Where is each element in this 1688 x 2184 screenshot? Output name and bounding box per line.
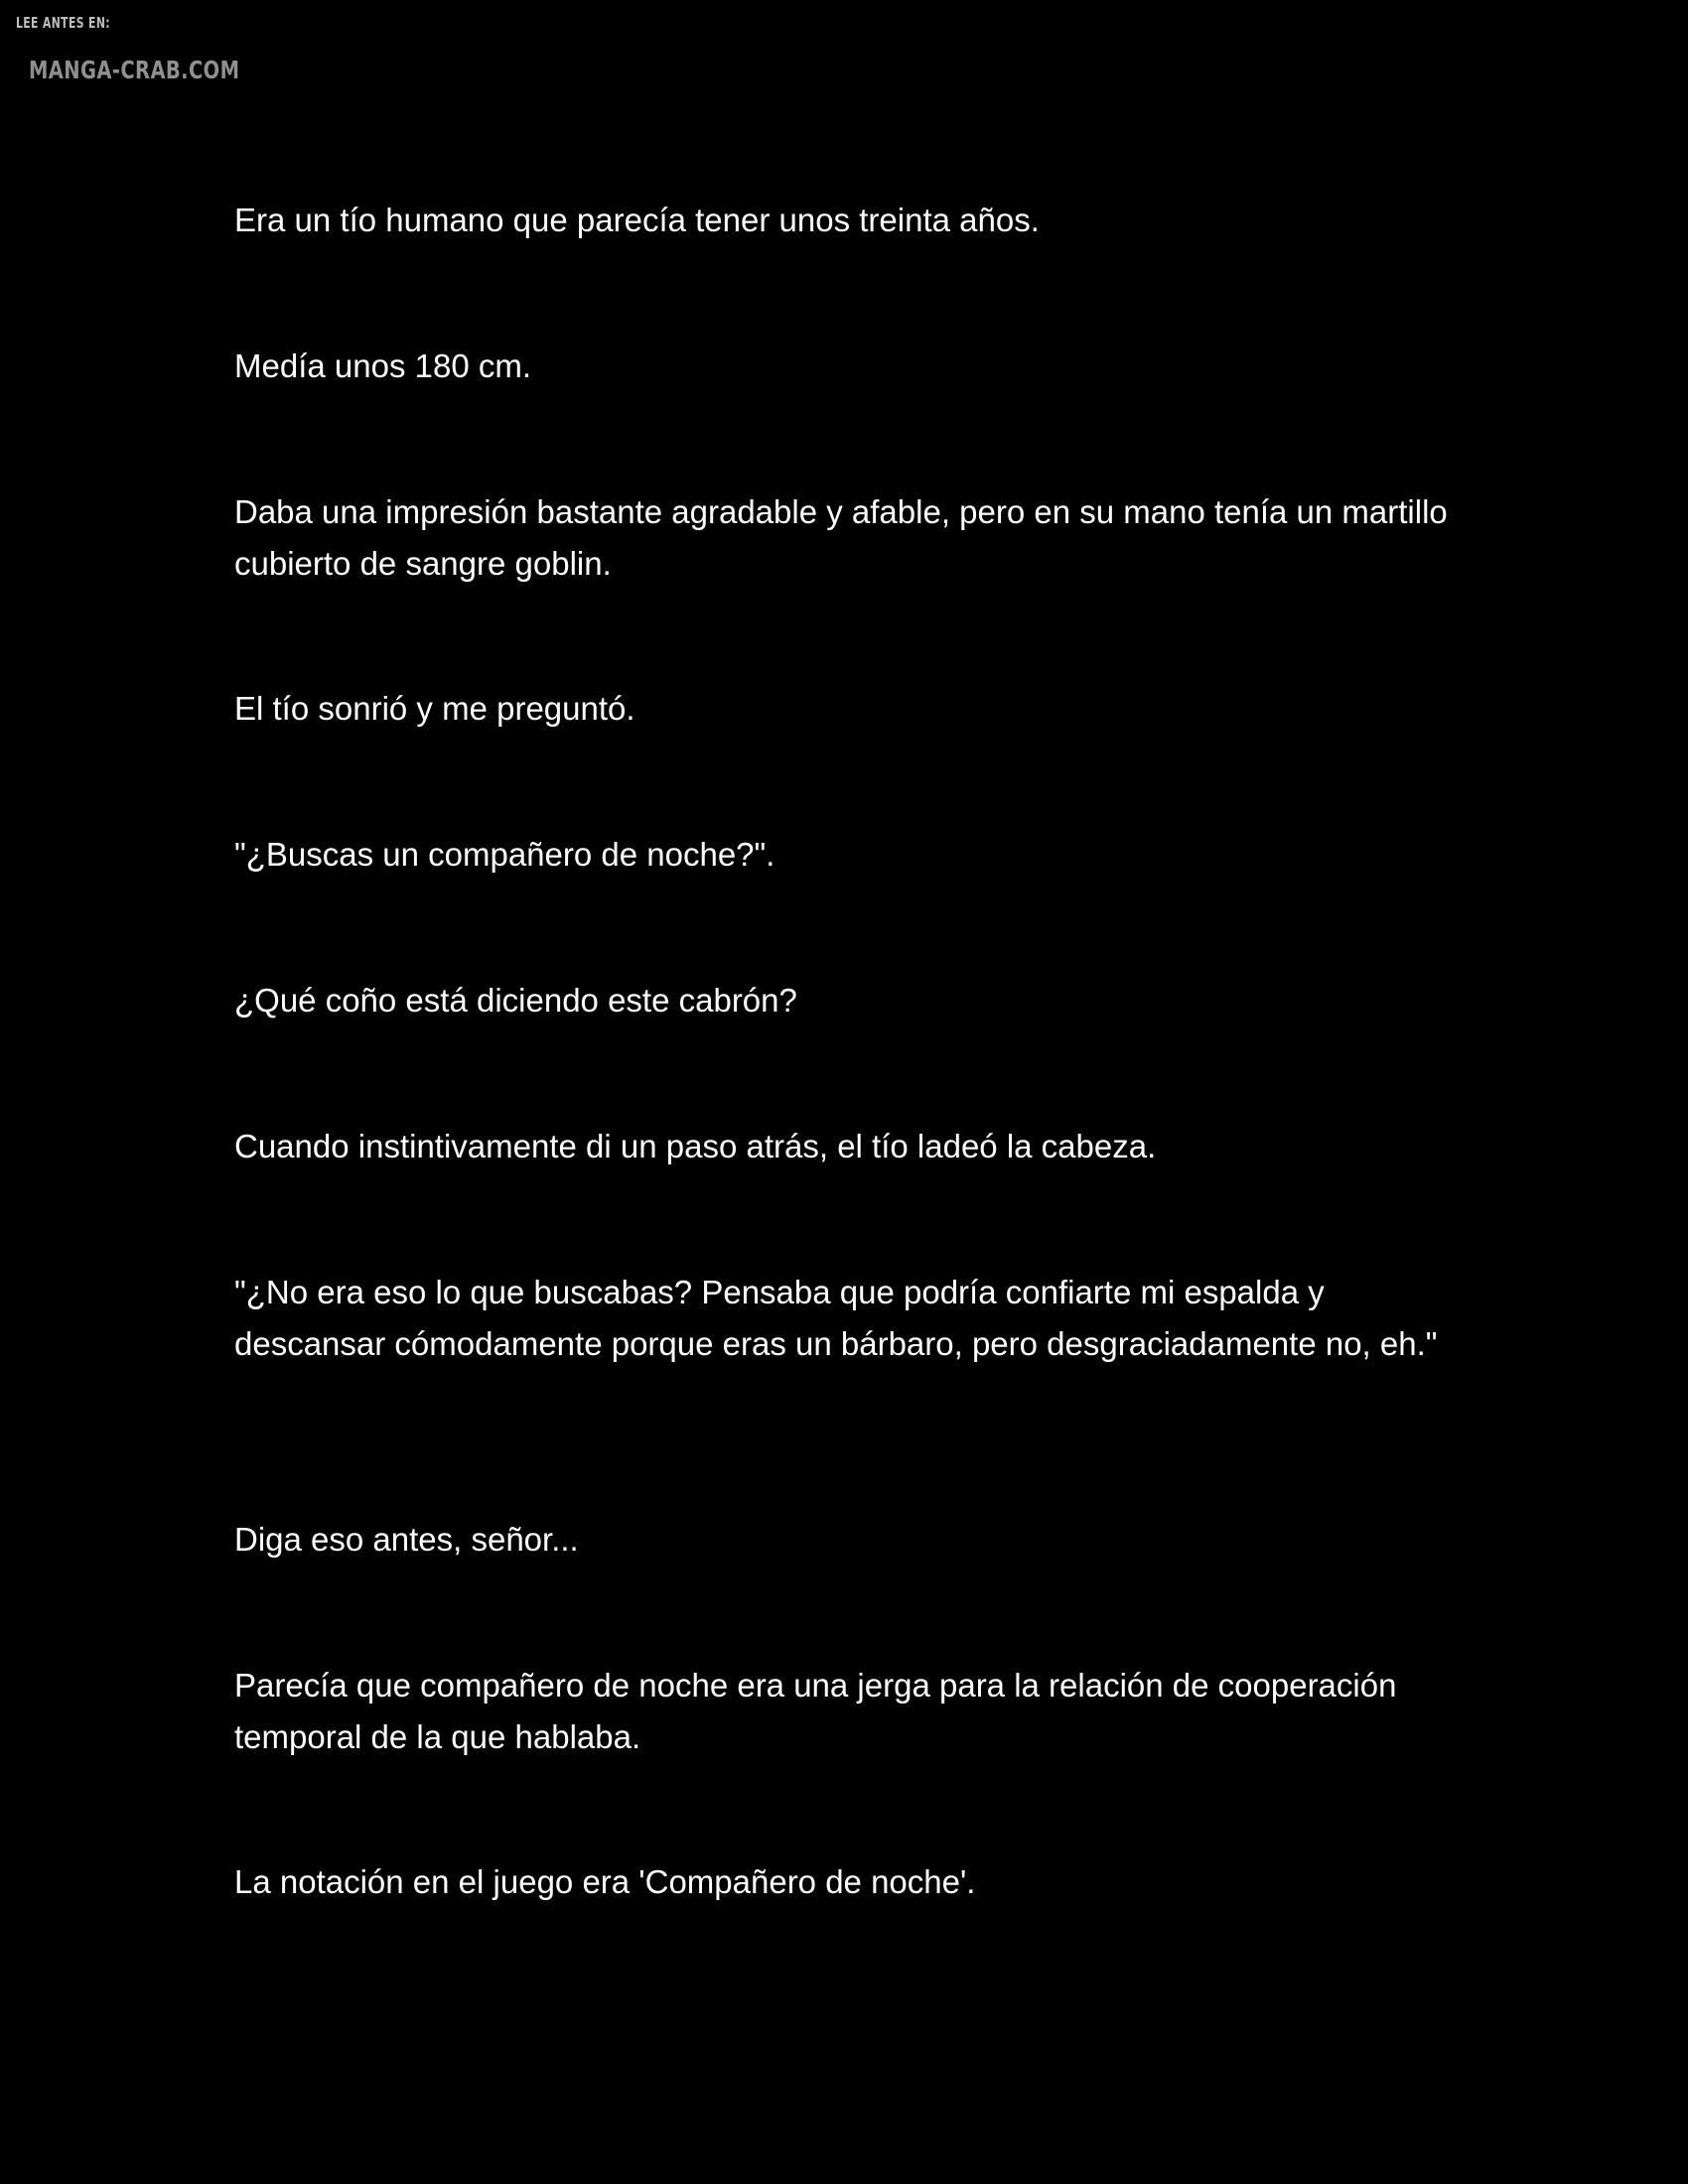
paragraph: "¿No era eso lo que buscabas? Pensaba que podría confiarte mi espalda y descansar cómodamente porque eras un bárbaro, pero desgraciadamente no, eh." — [234, 1274, 1438, 1362]
paragraph: El tío sonrió y me preguntó. — [234, 690, 635, 727]
watermark-label: LEE ANTES EN: — [16, 14, 110, 32]
paragraph: Daba una impresión bastante agradable y afable, pero en su mano tenía un martillo cubierto de sangre goblin. — [234, 493, 1448, 582]
paragraph: Parecía que compañero de noche era una jerga para la relación de cooperación temporal de la que hablaba. — [234, 1667, 1397, 1755]
paragraph: Cuando instintivamente di un paso atrás, el tío ladeó la cabeza. — [234, 1128, 1157, 1164]
paragraph: Era un tío humano que parecía tener unos treinta años. — [234, 202, 1040, 238]
paragraph: Medía unos 180 cm. — [234, 347, 531, 384]
paragraph: La notación en el juego era 'Compañero de noche'. — [234, 1863, 976, 1900]
watermark — [0, 0, 318, 99]
paragraph: ¿Qué coño está diciendo este cabrón? — [234, 982, 797, 1019]
watermark-site: MANGA-CRAB.COM — [29, 56, 240, 84]
paragraph: "¿Buscas un compañero de noche?". — [234, 836, 775, 873]
paragraph: Diga eso antes, señor... — [234, 1521, 579, 1558]
